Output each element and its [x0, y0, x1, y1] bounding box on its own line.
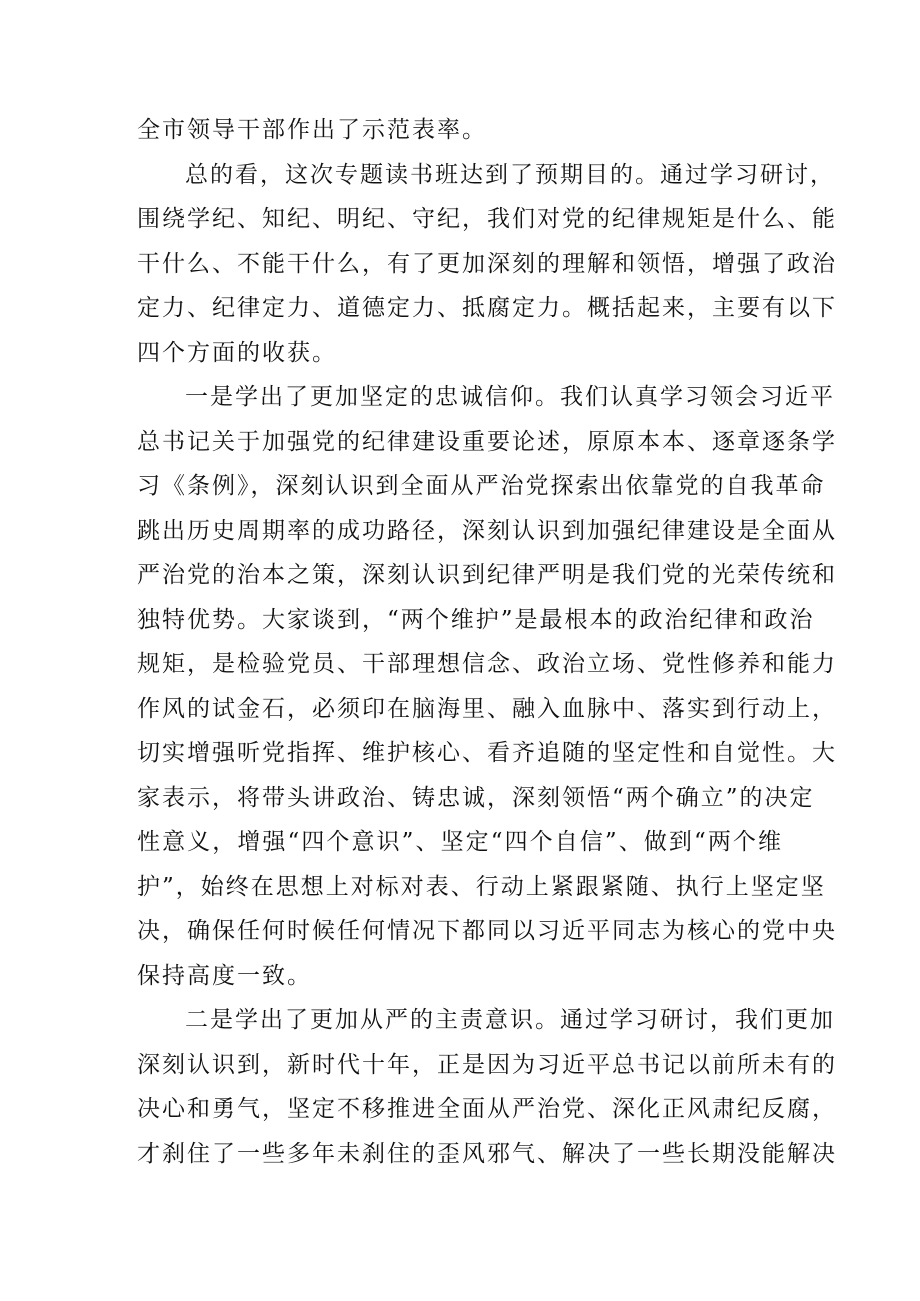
- text-line: 一是学出了更加坚定的忠诚信仰。我们认真学习领会习近平: [185, 384, 835, 410]
- text-line: 切实增强听党指挥、维护核心、看齐追随的坚定性和自觉性。大: [137, 740, 837, 766]
- text-line: 围绕学纪、知纪、明纪、守纪，我们对党的纪律规矩是什么、能: [137, 206, 837, 232]
- text-line: 保持高度一致。: [137, 962, 312, 989]
- text-line: 总的看，这次专题读书班达到了预期目的。通过学习研讨，: [185, 161, 835, 188]
- text-line: 二是学出了更加从严的主责意识。通过学习研讨，我们更加: [185, 1007, 835, 1033]
- text-line: 深刻认识到，新时代十年，正是因为习近平总书记以前所未有的: [137, 1051, 837, 1078]
- document-body: [137, 108, 837, 1176]
- text-line: 定力、纪律定力、道德定力、抵腐定力。概括起来，主要有以下: [137, 295, 837, 321]
- text-line: 独特优势。大家谈到，“两个维护”是最根本的政治纪律和政治: [137, 606, 815, 633]
- text-line: 性意义，增强“四个意识”、坚定“四个自信”、做到“两个维: [137, 829, 783, 855]
- text-line: 才刹住了一些多年未刹住的歪风邪气、解决了一些长期没能解决: [137, 1140, 837, 1167]
- text-line: 习《条例》，深刻认识到全面从严治党探索出依靠党的自我革命: [137, 473, 826, 499]
- text-line: 决，确保任何时候任何情况下都同以习近平同志为核心的党中央: [137, 918, 837, 944]
- text-line: 家表示，将带头讲政治、铸忠诚，深刻领悟“两个确立”的决定: [137, 784, 815, 811]
- text-line: 总书记关于加强党的纪律建设重要论述，原原本本、逐章逐条学: [137, 428, 837, 455]
- text-line: 跳出历史周期率的成功路径，深刻认识到加强纪律建设是全面从: [137, 517, 837, 544]
- text-line: 规矩，是检验党员、干部理想信念、政治立场、党性修养和能力: [137, 651, 837, 677]
- text-line: 干什么、不能干什么，有了更加深刻的理解和领悟，增强了政治: [137, 250, 837, 277]
- text-line: 四个方面的收获。: [137, 339, 337, 366]
- text-line: 护”，始终在思想上对标对表、行动上紧跟紧随、执行上坚定坚: [137, 873, 826, 900]
- text-line: 严治党的治本之策，深刻认识到纪律严明是我们党的光荣传统和: [137, 562, 837, 588]
- text-line: 作风的试金石，必须印在脑海里、融入血脉中、落实到行动上，: [137, 695, 837, 722]
- text-line: 决心和勇气，坚定不移推进全面从严治党、深化正风肃纪反腐，: [137, 1096, 837, 1122]
- text-line: 全市领导干部作出了示范表率。: [137, 117, 487, 143]
